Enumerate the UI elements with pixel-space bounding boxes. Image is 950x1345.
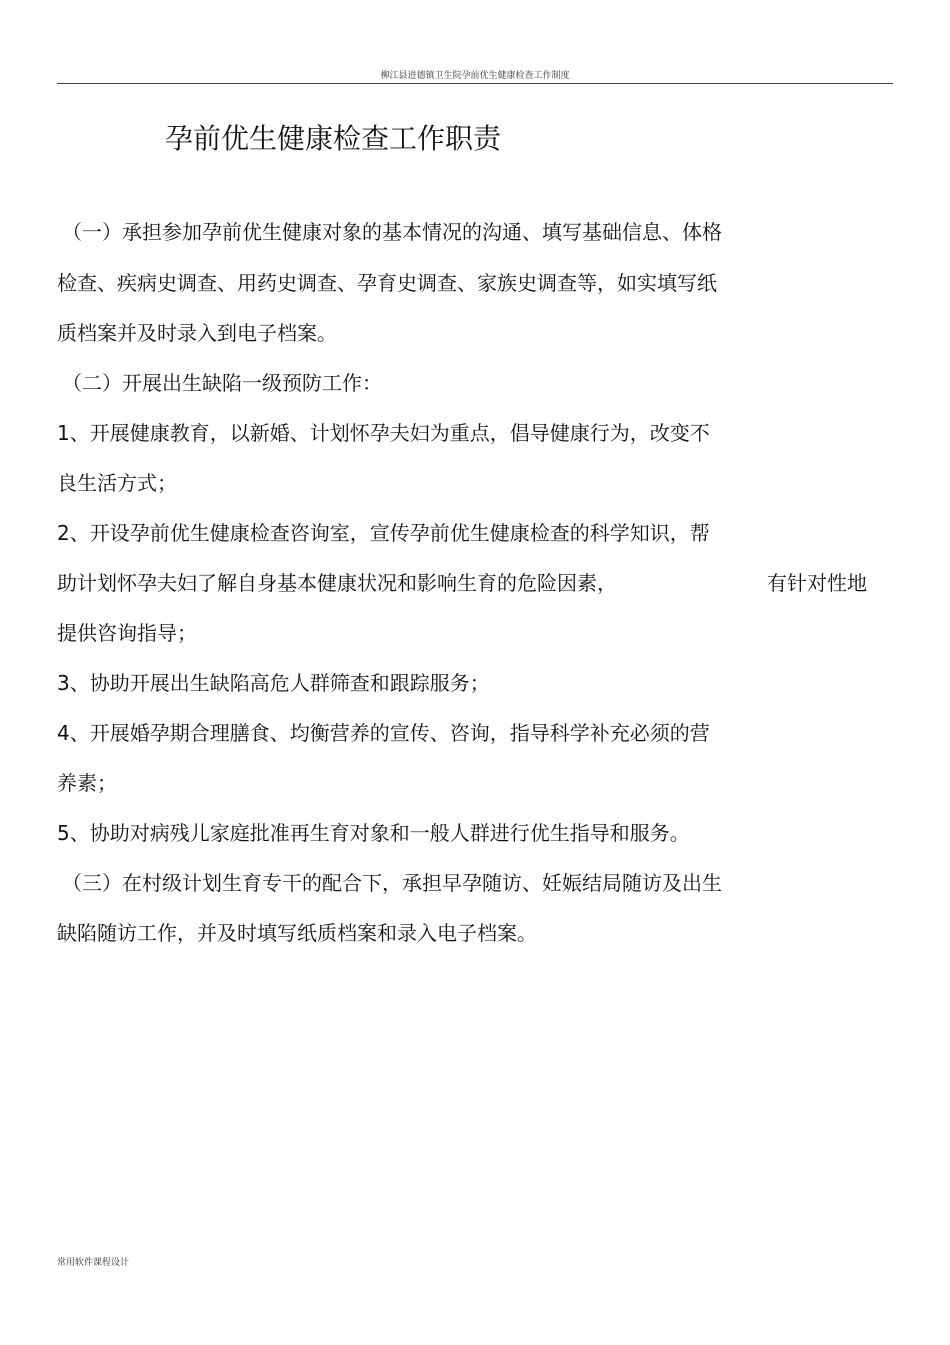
list-item: 1、开展健康教育，以新婚、计划怀孕夫妇为重点，倡导健康行为，改变不 [57,421,710,445]
paragraph-line: 良生活方式； [57,471,177,495]
paragraph-line: 质档案并及时录入到电子档案。 [57,321,337,345]
section-heading: （二）开展出生缺陷一级预防工作： [62,371,382,395]
list-item: 5、协助对病残儿家庭批准再生育对象和一般人群进行优生指导和服务。 [57,821,690,845]
list-item: 3、协助开展出生缺陷高危人群筛查和跟踪服务； [57,671,490,695]
paragraph-line: 提供咨询指导； [57,621,197,645]
header-divider [57,83,893,84]
paragraph-line: （一）承担参加孕前优生健康对象的基本情况的沟通、填写基础信息、体格 [62,220,722,244]
paragraph-line: 养素； [57,771,117,795]
page-footer: 常用软件课程设计 [57,1258,130,1268]
running-header: 柳江县进德镇卫生院孕前优生健康检查工作制度 [380,71,570,81]
paragraph-line: 检查、疾病史调查、用药史调查、孕育史调查、家族史调查等，如实填写纸 [57,271,717,295]
list-item: 2、开设孕前优生健康检查咨询室，宣传孕前优生健康检查的科学知识，帮 [57,521,710,545]
document-title: 孕前优生健康检查工作职责 [165,122,502,155]
paragraph-line-tail: 有针对性地 [767,571,867,595]
list-item: 4、开展婚孕期合理膳食、均衡营养的宣传、咨询，指导科学补充必须的营 [57,721,710,745]
section-heading: （三）在村级计划生育专干的配合下，承担早孕随访、妊娠结局随访及出生 [62,871,722,895]
paragraph-line: 缺陷随访工作，并及时填写纸质档案和录入电子档案。 [57,921,537,945]
paragraph-line: 助计划怀孕夫妇了解自身基本健康状况和影响生育的危险因素， [57,571,617,595]
